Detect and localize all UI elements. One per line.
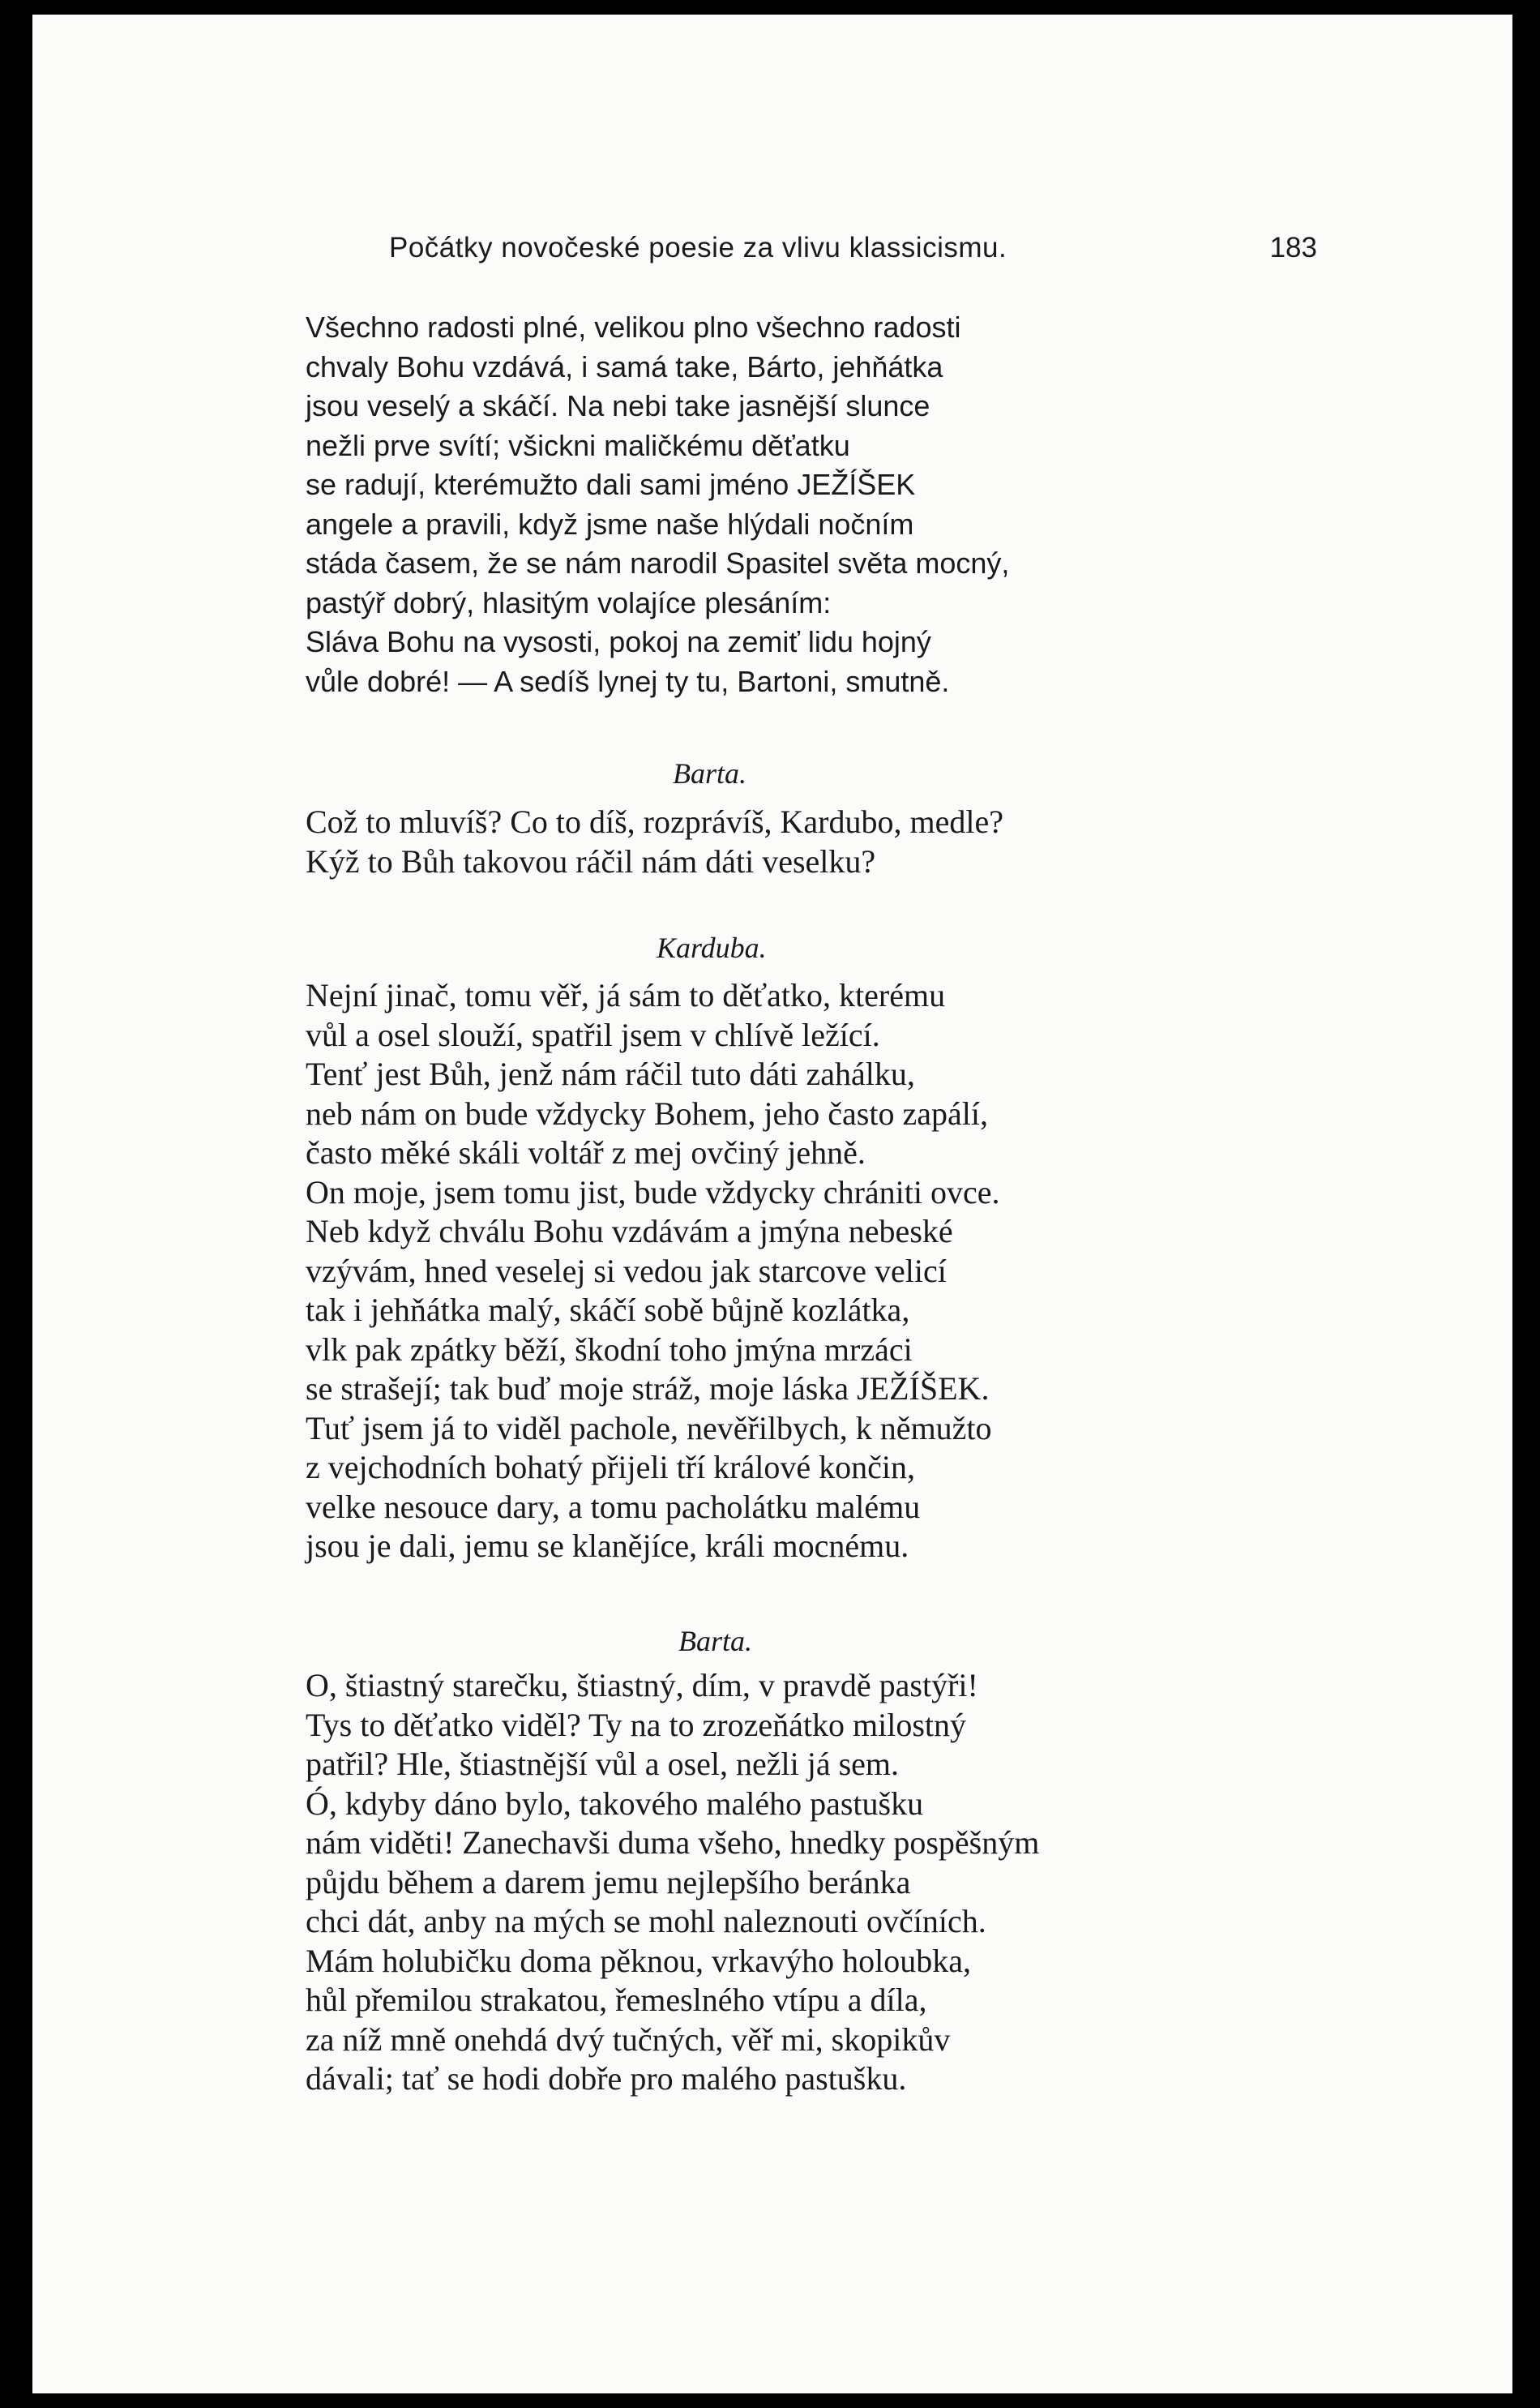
verse-line: hůl přemilou strakatou, řemeslného vtípu a díla, xyxy=(306,1982,927,2018)
verse-line: Což to mluvíš? Co to díš, rozprávíš, Kardubo, medle? xyxy=(306,803,1003,840)
running-head xyxy=(389,232,1317,281)
verse-line: půjdu během a darem jemu nejlepšího beránka xyxy=(306,1863,911,1900)
speaker-name: Barta. xyxy=(678,1625,753,1657)
stanza-barta-longing xyxy=(306,1666,1039,2099)
verse-line: Sláva Bohu na vysosti, pokoj na zemiť lidu hojný xyxy=(306,625,931,658)
verse-line: Mám holubičku doma pěknou, vrkavýho holoubka, xyxy=(306,1942,971,1979)
verse-line: pastýř dobrý, hlasitým volajíce plesáním: xyxy=(306,585,832,619)
verse-line: z vejchodních bohatý přijeli tří králové končin, xyxy=(306,1449,915,1485)
verse-line: neb nám on bude vždycky Bohem, jeho často zapálí, xyxy=(306,1095,988,1132)
verse-line: jsou veselý a skáčí. Na nebi take jasnější slunce xyxy=(306,389,930,422)
book-page xyxy=(32,15,1512,2393)
running-title: Počátky novočeské poesie za vlivu klassicismu. xyxy=(389,232,1007,264)
speaker-name: Barta. xyxy=(673,757,747,790)
verse-line: chci dát, anby na mých se mohl naleznouti ovčíních. xyxy=(306,1903,986,1939)
verse-line: tak i jehňátka malý, skáčí sobě bůjně kozlátka, xyxy=(306,1292,910,1328)
verse-line: vůl a osel slouží, spatřil jsem v chlívě ležící. xyxy=(306,1016,880,1053)
verse-line: Nejní jinač, tomu věř, já sám to děťatko, kterému xyxy=(306,977,946,1013)
verse-line: velke nesouce dary, a tomu pacholátku malému xyxy=(306,1488,921,1525)
verse-line: jsou je dali, jemu se klanějíce, králi mocnému. xyxy=(306,1527,909,1564)
verse-line: O, štiastný starečku, štiastný, dím, v pravdě pastýři! xyxy=(306,1667,978,1703)
verse-line: vlk pak zpátky běží, škodní toho jmýna mrzáci xyxy=(306,1330,913,1368)
verse-line: vzývám, hned veselej si vedou jak starcove velicí xyxy=(306,1252,947,1289)
verse-line: Tuť jsem já to viděl pachole, nevěřilbych, k němužto xyxy=(306,1409,992,1446)
verse-line: Ó, kdyby dáno bylo, takového malého pastušku xyxy=(306,1785,924,1822)
verse-line: nám viděti! Zanechavši duma všeho, hnedky pospěšným xyxy=(306,1824,1040,1861)
verse-line: Neb když chválu Bohu vzdávám a jmýna nebeské xyxy=(306,1213,953,1249)
verse-line: Kýž to Bůh takovou ráčil nám dáti veselku? xyxy=(306,842,876,880)
verse-line: nežli prve svítí; všickni maličkému děťatku xyxy=(306,428,850,462)
verse-line: Všechno radosti plné, velikou plno všechno radosti xyxy=(306,311,961,344)
page-number: 183 xyxy=(1269,232,1317,264)
verse-line: se radují, kterémužto dali sami jméno JEŽÍŠEK xyxy=(306,468,916,501)
verse-line: angele a pravili, když jsme naše hlýdali nočním xyxy=(306,507,914,541)
verse-line: chvaly Bohu vzdává, i samá take, Bárto, jehňátka xyxy=(306,349,943,383)
verse-line: se strašejí; tak buď moje stráž, moje láska JEŽÍŠEK. xyxy=(306,1370,990,1407)
verse-line: Tenť jest Bůh, jenž nám ráčil tuto dáti zahálku, xyxy=(306,1056,915,1092)
verse-line: stáda časem, že se nám narodil Spasitel světa mocný, xyxy=(306,546,1010,580)
verse-line: On moje, jsem tomu jist, bude vždycky chrániti ovce. xyxy=(306,1173,1000,1210)
stanza-karduba-account xyxy=(306,976,999,1566)
stanza-barta-reply xyxy=(306,803,1003,881)
speaker-name: Karduba. xyxy=(657,932,767,964)
verse-line: za níž mně onehdá dvý tučných, věř mi, skopikův xyxy=(306,2020,951,2058)
verse-line: dávali; tať se hodi dobře pro malého pastušku. xyxy=(306,2060,907,2097)
verse-line: vůle dobré! — A sedíš lynej ty tu, Bartoni, smutně. xyxy=(306,664,950,698)
verse-line: patřil? Hle, štiastnější vůl a osel, nežli já sem. xyxy=(306,1746,900,1782)
verse-line: často měké skáli voltář z mej ovčiný jehně. xyxy=(306,1134,866,1171)
verse-line: Tys to děťatko viděl? Ty na to zrozeňátko milostný xyxy=(306,1706,967,1743)
stanza-karduba-opening xyxy=(306,308,1009,701)
